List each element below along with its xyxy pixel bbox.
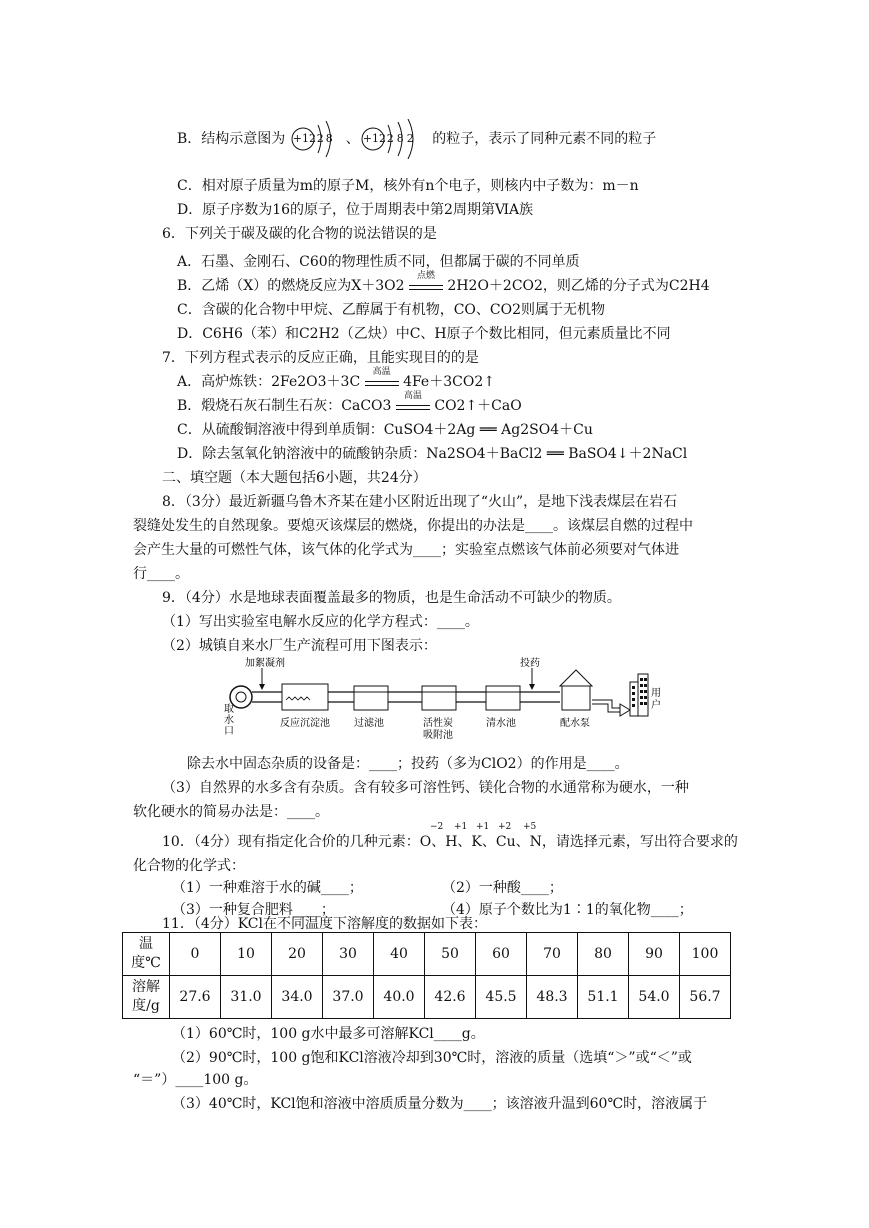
- shell-count: 2: [316, 132, 324, 145]
- solubility-cell: 31.0: [221, 976, 272, 1019]
- solubility-cell: 51.1: [578, 976, 629, 1019]
- valence-k: +1: [476, 822, 490, 832]
- q6-option-c: C．含碳的化合物中甲烷、乙醇属于有机物，CO、CO2则属于无机物: [177, 302, 605, 318]
- q8-line-1: 8．（3分）最近新疆乌鲁木齐某在建小区附近出现了“火山”，是地下浅表煤层在岩石: [162, 494, 678, 510]
- valence-o: −2: [430, 822, 444, 832]
- q8-line-2: 裂缝处发生的自然现象。要熄灭该煤层的燃烧，你提出的办法是____。该煤层自燃的过程中: [133, 518, 693, 534]
- q5-option-c: C．相对原子质量为m的原子M，核外有n个电子，则核内中子数为：m－n: [177, 178, 639, 194]
- condition-label: 高温: [372, 367, 391, 377]
- question-10-line-1: 10．（4分）现有指定化合价的几种元素：O、H、K、Cu、N，请选择元素，写出符合要求的: [162, 834, 738, 850]
- question-9: 9．（4分）水是地球表面覆盖最多的物质，也是生命活动不可缺少的物质。: [162, 590, 621, 606]
- question-10-line-2: 化合物的化学式：: [133, 858, 245, 874]
- label-dosing: 投药: [520, 658, 540, 669]
- equation-left: B．乙烯（X）的燃烧反应为X＋3O2: [177, 278, 405, 294]
- q9-part-1: （1）写出实验室电解水反应的化学方程式：____。: [162, 614, 479, 630]
- equation-left: B．煅烧石灰石制生石灰：CaCO3: [177, 398, 392, 414]
- temp-cell: 0: [170, 933, 221, 976]
- equation-right: CO2↑＋CaO: [434, 398, 522, 414]
- temp-cell: 100: [680, 933, 731, 976]
- reaction-condition-sign: [365, 367, 399, 386]
- q6-option-d: D．C6H6（苯）和C2H2（乙炔）中C、H原子个数比相同，但元素质量比不同: [177, 326, 671, 342]
- q8-line-3: 会产生大量的可燃性气体，该气体的化学式为____；实验室点燃该气体前必须要对气体进: [133, 542, 679, 558]
- q11-part-2-line-2: “＝”）____100 g。: [133, 1072, 258, 1088]
- header-text: 溶解: [132, 979, 160, 995]
- water-treatment-diagram: [220, 656, 670, 748]
- shell-count: 8: [325, 132, 333, 145]
- temp-cell: 10: [221, 933, 272, 976]
- label-tank1: 反应沉淀池: [280, 718, 330, 729]
- q10-part-2: （2）一种酸____；: [442, 880, 563, 896]
- header-text: 度/g: [132, 998, 160, 1014]
- table-row: [123, 933, 731, 976]
- row-header-temperature: [123, 933, 170, 976]
- question-11: 11．（4分）KCl在不同温度下溶解度的数据如下表：: [162, 916, 487, 932]
- label-tank3: 吸附池: [423, 730, 453, 741]
- reaction-condition-sign: [396, 391, 430, 410]
- valence-cu: +2: [498, 822, 512, 832]
- shell-count: 2: [386, 132, 394, 145]
- solubility-cell: 45.5: [476, 976, 527, 1019]
- shell-count: 2: [406, 132, 414, 145]
- solubility-cell: 40.0: [374, 976, 425, 1019]
- question-6: 6．下列关于碳及碳的化合物的说法错误的是: [162, 226, 437, 242]
- q6-option-a: A．石墨、金刚石、C60的物理性质不同，但都属于碳的不同单质: [177, 254, 580, 270]
- q5-option-d: D．原子序数为16的原子，位于周期表中第2周期第ⅥA族: [177, 202, 534, 218]
- temp-cell: 40: [374, 933, 425, 976]
- label-pump: 配水泵: [560, 718, 590, 729]
- q5b-prefix: B．结构示意图为: [177, 131, 286, 147]
- equation-right: 2H2O＋2CO2，则乙烯的分子式为C2H4: [447, 278, 710, 294]
- solubility-cell: 48.3: [527, 976, 578, 1019]
- solubility-cell: 54.0: [629, 976, 680, 1019]
- label-tank2: 过滤池: [354, 718, 384, 729]
- q11-part-3: （3）40℃时，KCl饱和溶液中溶质质量分数为____；该溶液升温到60℃时，溶液属于: [172, 1096, 708, 1112]
- separator: 、: [345, 131, 360, 147]
- q9-part-3-line-1: （3）自然界的水多含有杂质。含有较多可溶性钙、镁化合物的水通常称为硬水，一种: [162, 780, 689, 796]
- q11-part-1: （1）60℃时，100 g水中最多可溶解KCl____g。: [172, 1026, 485, 1042]
- label-user: 用: [651, 688, 661, 699]
- solubility-cell: 34.0: [272, 976, 323, 1019]
- label-tank4: 清水池: [486, 718, 516, 729]
- header-text: 度℃: [131, 955, 161, 971]
- equation-left: A．高炉炼铁：2Fe2O3＋3C: [177, 374, 361, 390]
- label-tank3: 活性炭: [423, 718, 453, 729]
- temp-cell: 80: [578, 933, 629, 976]
- tank-clear-water: [486, 686, 520, 710]
- condition-label: 高温: [403, 391, 422, 401]
- table-row: [123, 976, 731, 1019]
- q9-part-2: （2）城镇自来水厂生产流程可用下图表示：: [162, 638, 437, 654]
- label-intake: 口: [224, 726, 234, 737]
- row-header-solubility: [123, 976, 170, 1019]
- equation-right: 4Fe＋3CO2↑: [403, 374, 495, 390]
- header-text: 温: [139, 936, 153, 952]
- label-intake: 取: [224, 704, 234, 715]
- temp-cell: 20: [272, 933, 323, 976]
- q7-option-d: D．除去氢氧化钠溶液中的硫酸钠杂质：Na2SO4＋BaCl2 ══ BaSO4↓＋2NaCl: [177, 446, 688, 462]
- q10-part-4: （4）原子个数比为1∶1的氧化物____；: [442, 902, 693, 918]
- label-coagulant: 加絮凝剂: [245, 658, 285, 669]
- shell-count: 8: [396, 132, 404, 145]
- solubility-cell: 27.6: [170, 976, 221, 1019]
- tank-filter: [354, 686, 388, 710]
- nucleus-charge-1: +12: [292, 132, 316, 145]
- user-building-icon: [630, 674, 648, 716]
- kcl-solubility-table: [122, 932, 731, 1019]
- nucleus-charge-2: +12: [362, 132, 386, 145]
- q7-option-a: [177, 367, 495, 392]
- valence-h: +1: [454, 822, 468, 832]
- section-2-heading: 二、填空题（本大题包括6小题，共24分）: [162, 470, 427, 486]
- q5b-suffix: 的粒子，表示了同种元素不同的粒子: [432, 131, 657, 147]
- question-7: 7．下列方程式表示的反应正确，且能实现目的的是: [162, 350, 479, 366]
- q7-option-b: [177, 391, 522, 416]
- atom-structure-2: [360, 129, 428, 149]
- temp-cell: 50: [425, 933, 476, 976]
- q7-option-c: C．从硫酸铜溶液中得到单质铜：CuSO4＋2Ag ══ Ag2SO4＋Cu: [177, 422, 593, 438]
- q6-option-b: [177, 271, 710, 296]
- reaction-condition-sign: [409, 271, 443, 290]
- temp-cell: 30: [323, 933, 374, 976]
- q9-diagram-followup: 除去水中固态杂质的设备是：____；投药（多为ClO2）的作用是____。: [187, 756, 629, 772]
- pump-house-icon: [560, 670, 592, 686]
- q10-part-3: （3）一种复合肥料____；: [172, 902, 335, 918]
- solubility-cell: 37.0: [323, 976, 374, 1019]
- tank-activated-carbon: [422, 686, 456, 710]
- q8-line-4: 行____。: [133, 566, 189, 582]
- q11-part-2-line-1: （2）90℃时，100 g饱和KCl溶液冷却到30℃时，溶液的质量（选填“＞”或“＜”或: [172, 1050, 692, 1066]
- atom-structure-1: [290, 129, 346, 149]
- solubility-cell: 56.7: [680, 976, 731, 1019]
- q5-option-b: [177, 129, 656, 149]
- q10-part-1: （1）一种难溶于水的碱____；: [172, 880, 363, 896]
- condition-label: 点燃: [416, 271, 435, 281]
- q9-part-3-line-2: 软化硬水的简易办法是：____。: [133, 804, 329, 820]
- valence-n: +5: [523, 822, 537, 832]
- temp-cell: 60: [476, 933, 527, 976]
- label-user: 户: [651, 700, 661, 711]
- label-intake: 水: [224, 715, 234, 726]
- temp-cell: 70: [527, 933, 578, 976]
- solubility-cell: 42.6: [425, 976, 476, 1019]
- temp-cell: 90: [629, 933, 680, 976]
